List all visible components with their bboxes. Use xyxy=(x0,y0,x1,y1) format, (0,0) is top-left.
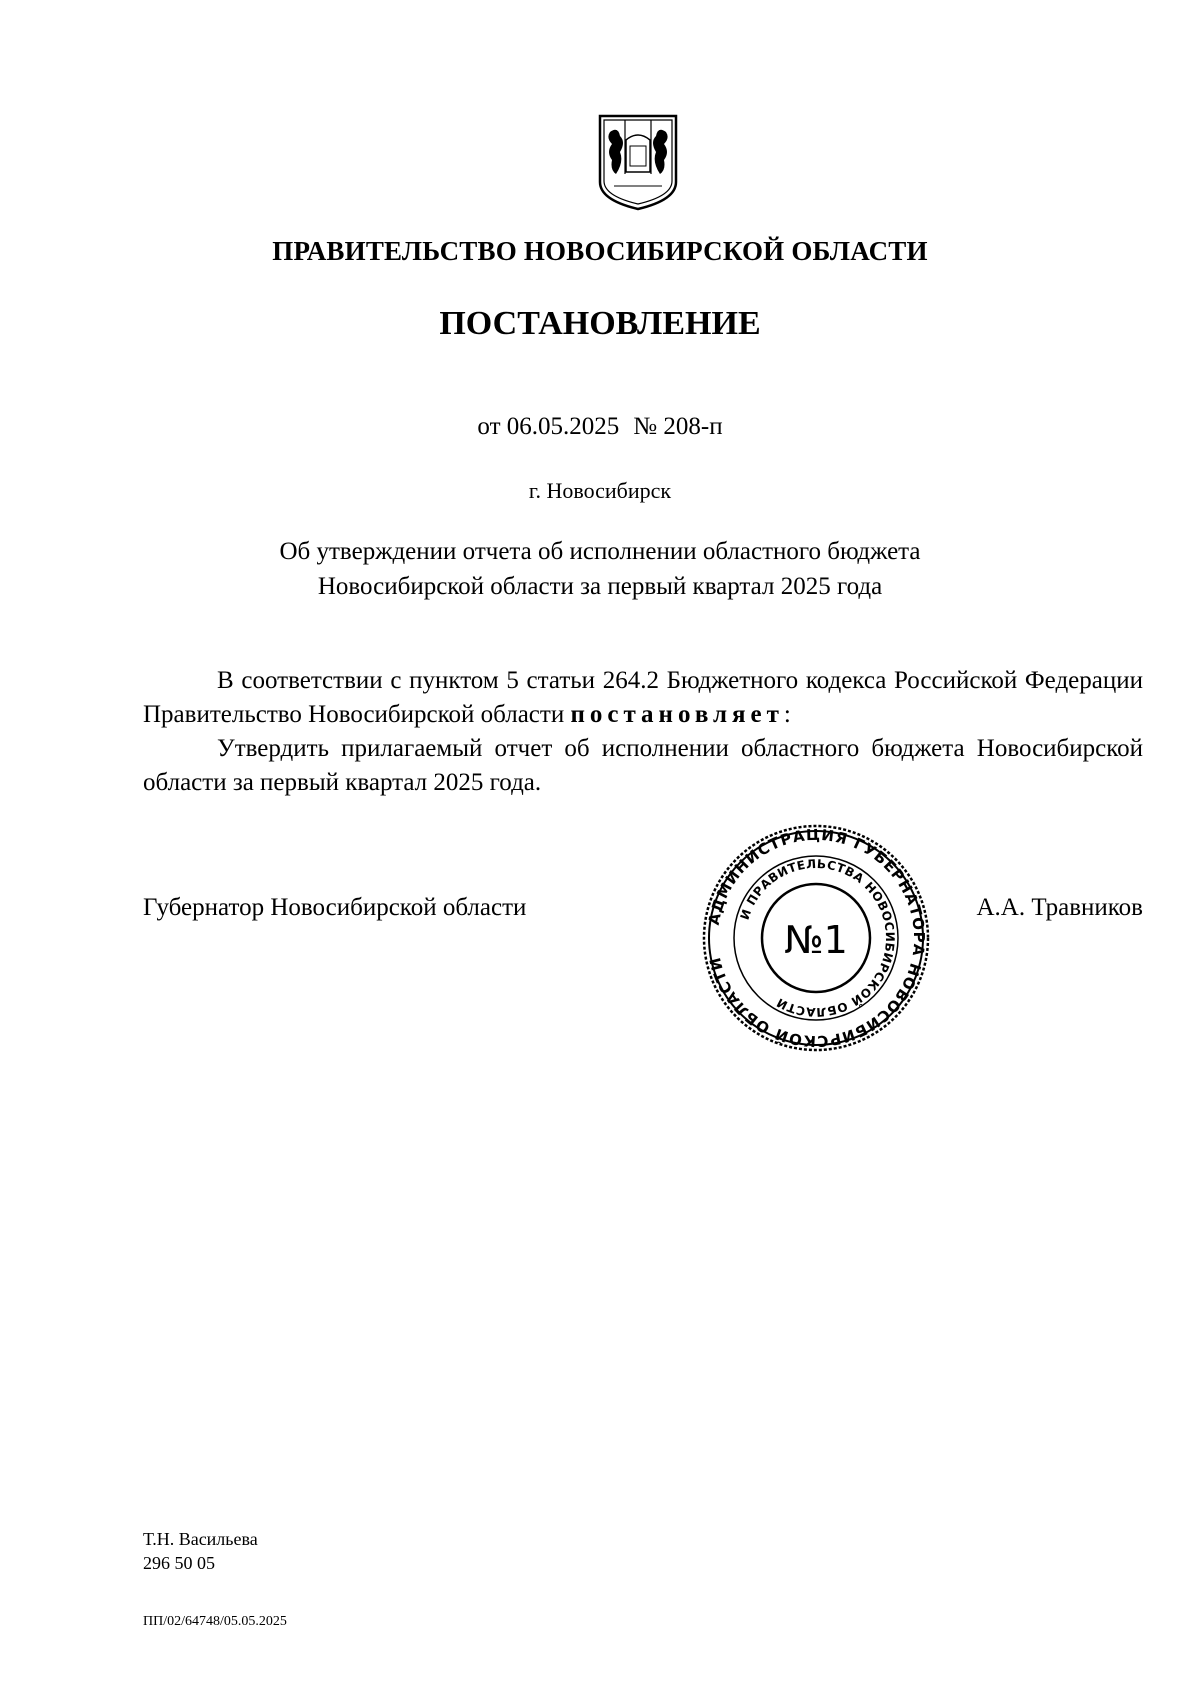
executor-phone: 296 50 05 xyxy=(143,1553,215,1573)
official-seal xyxy=(700,822,932,1054)
executor-name: Т.Н. Васильева xyxy=(143,1529,258,1549)
city: г. Новосибирск xyxy=(528,478,672,503)
document-type: ПОСТАНОВЛЕНИЕ xyxy=(439,305,761,342)
document-date: от 06.05.2025 xyxy=(477,413,620,440)
seal-inner-text: И ПРАВИТЕЛЬСТВА НОВОСИБИРСКОЙ ОБЛАСТИ xyxy=(737,856,898,1020)
subject-line-2: Новосибирской области за первый квартал 2025 года xyxy=(317,573,883,600)
seal-center-text: №1 xyxy=(784,918,848,962)
registration-number: ПП/02/64748/05.05.2025 xyxy=(143,1614,287,1629)
document-number: № 208-п xyxy=(633,413,723,440)
body-paragraph-2: Утвердить прилагаемый отчет об исполнении областного бюджета Новосибирской области за первый квартал 2025 года. xyxy=(143,735,1143,796)
date-number-line xyxy=(0,413,1200,441)
organization-name: ПРАВИТЕЛЬСТВО НОВОСИБИРСКОЙ ОБЛАСТИ xyxy=(272,236,928,266)
signer-title: Губернатор Новосибирской области xyxy=(143,894,527,921)
body-paragraph-1 xyxy=(143,664,1143,732)
executor-block xyxy=(143,1527,258,1575)
signer-name: А.А. Травников xyxy=(976,894,1143,921)
coat-of-arms-icon xyxy=(596,112,680,212)
resolution-keyword: постановляет xyxy=(570,701,784,728)
body-paragraph-1-text: В соответствии с пунктом 5 статьи 264.2 Бюджетного кодекса Российской Федерации Правительство Новосибирской области xyxy=(143,667,1143,728)
document-body xyxy=(143,664,1143,800)
document-subject xyxy=(0,534,1200,604)
subject-line-1: Об утверждении отчета об исполнении областного бюджета xyxy=(279,538,921,565)
body-paragraph-1-end: : xyxy=(783,701,791,728)
seal-outer-text: АДМИНИСТРАЦИЯ ГУБЕРНАТОРА НОВОСИБИРСКОЙ ОБЛАСТИ xyxy=(704,825,929,1051)
